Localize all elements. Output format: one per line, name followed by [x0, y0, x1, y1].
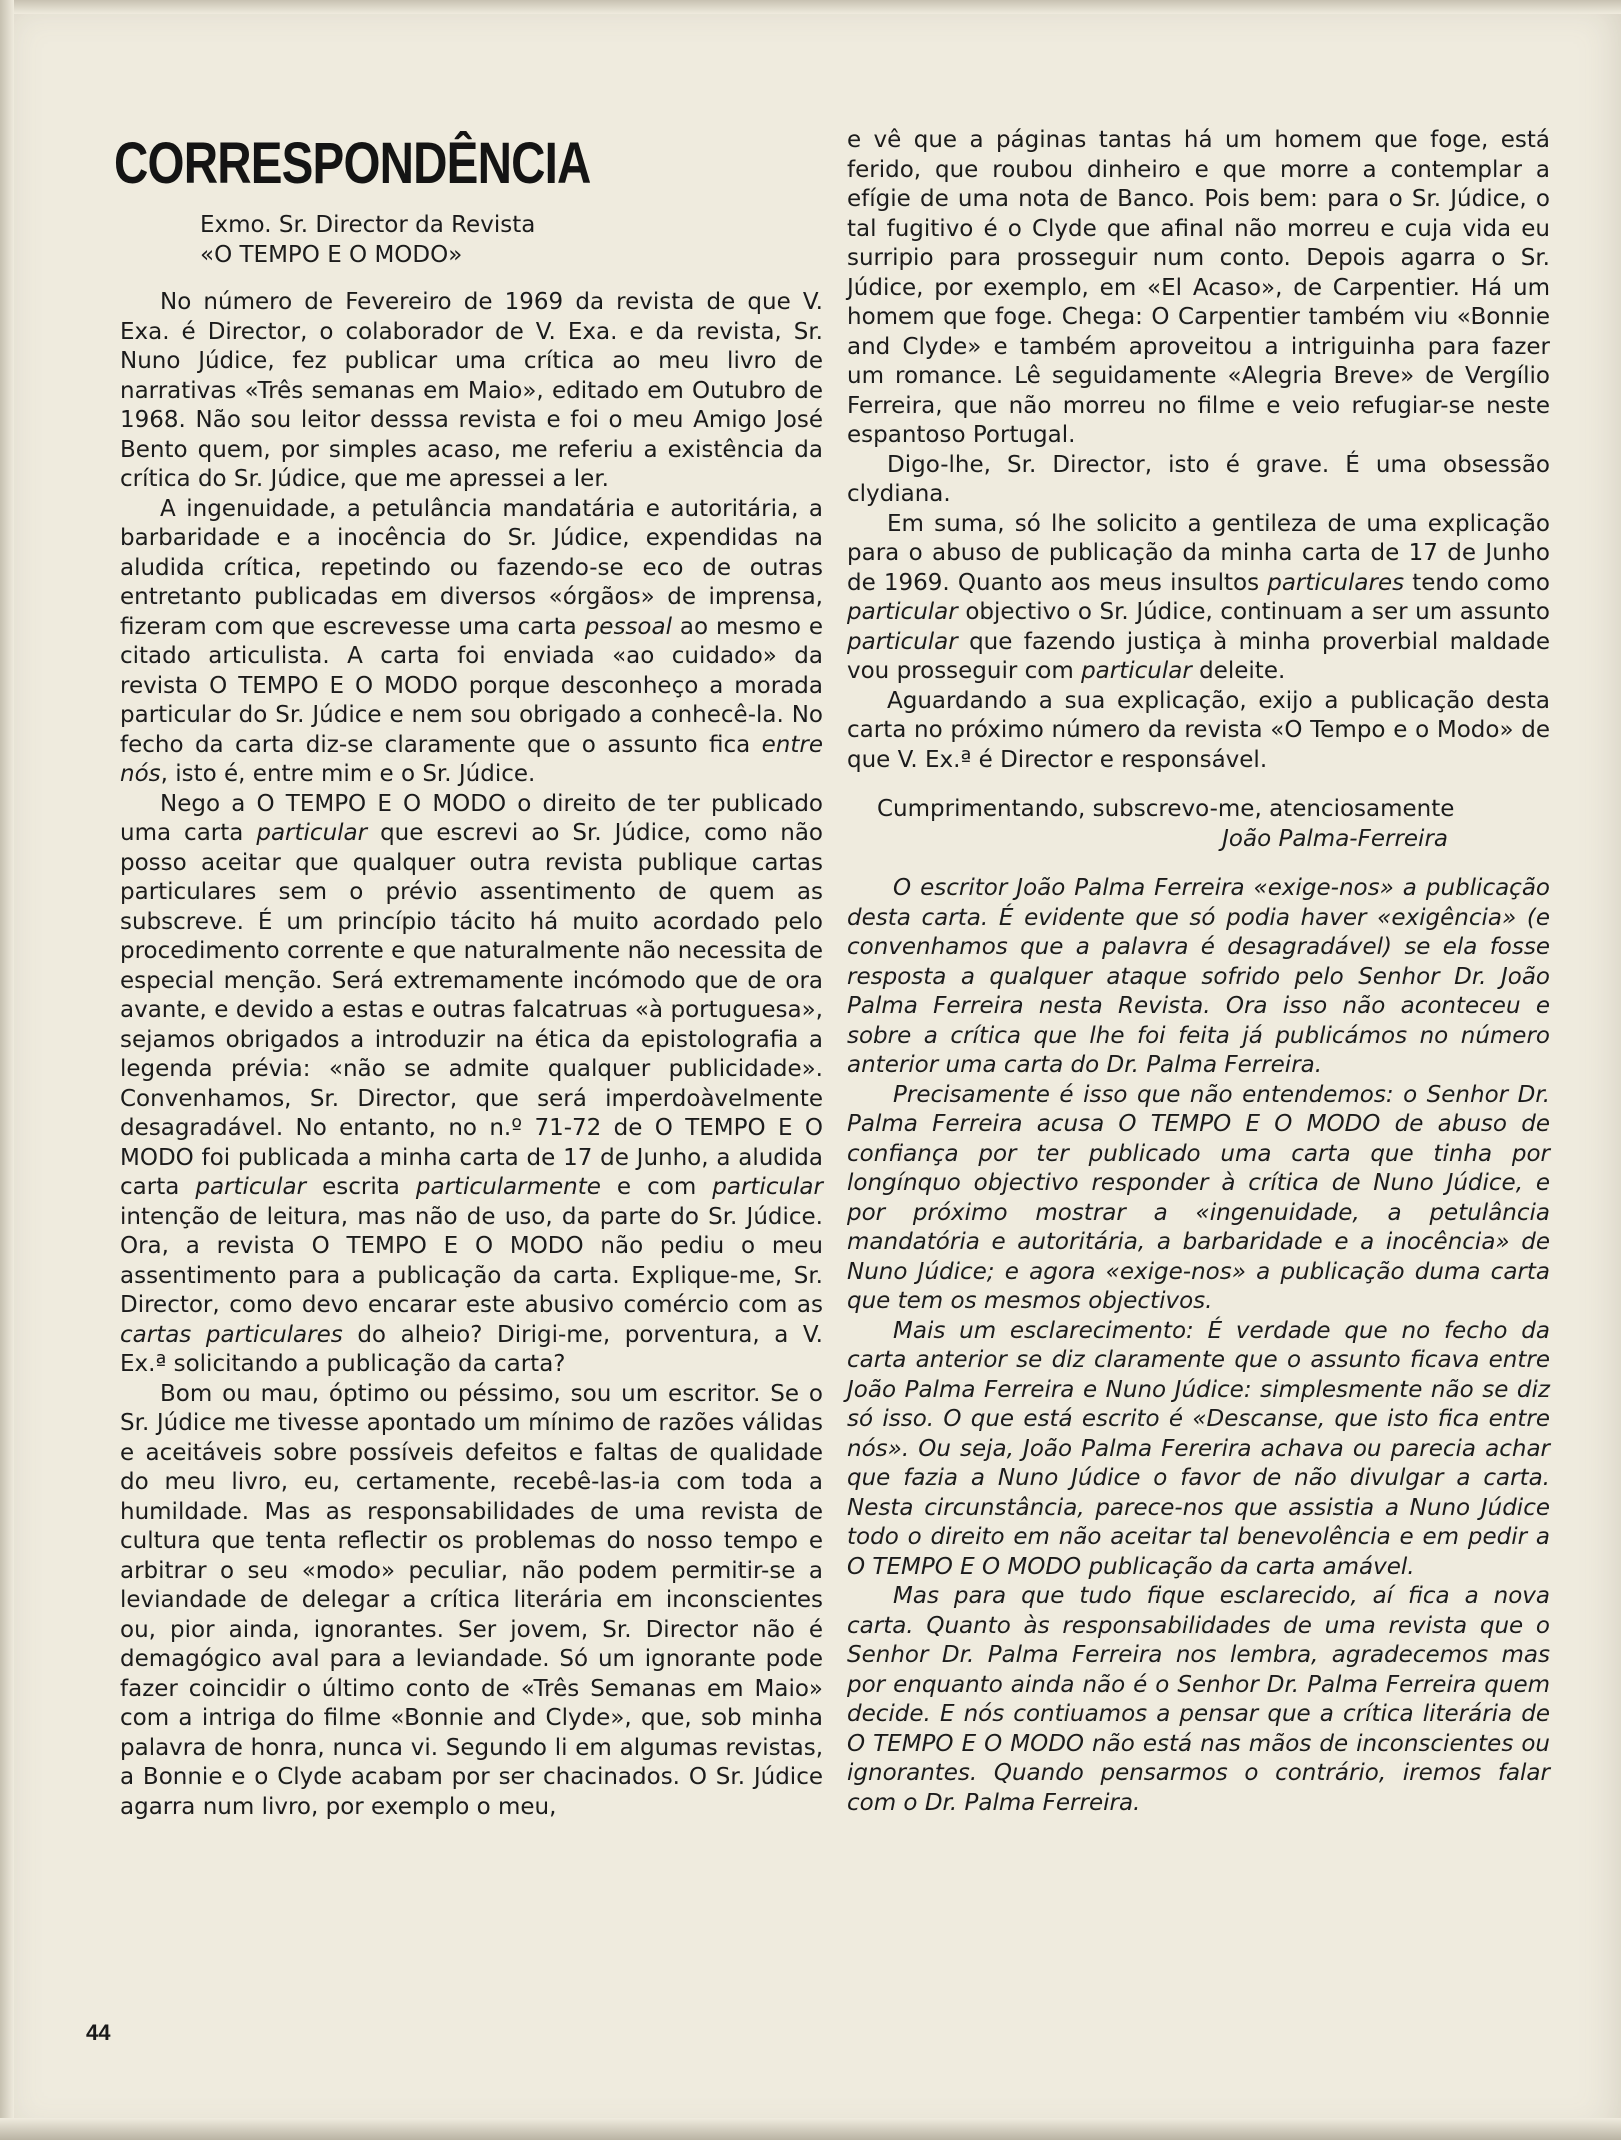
text-run: escrita [306, 1174, 416, 1200]
text-run: Nego a O TEMPO E O MODO o direito de ter publicado uma carta [120, 790, 823, 846]
emphasis-text: particular [195, 1174, 307, 1200]
text-run: do alheio? Dirigi-me, porventura, a V. Ex.ª solicitando a publicação da carta? [120, 1321, 823, 1377]
page-number: 44 [86, 2020, 111, 2045]
text-run: Em suma, só lhe solicito a gentileza de uma explicação para o abuso de publicação da minha carta de 17 de Junho de 1969. Quanto aos meus insultos [847, 510, 1550, 596]
letter-signoff: Cumprimentando, subscrevo-me, atenciosamente [877, 796, 1455, 822]
emphasis-text: particular [256, 820, 368, 846]
page-edge-left [0, 0, 14, 2140]
emphasis-text: cartas particulares [120, 1321, 343, 1348]
emphasis-text: entre nós [120, 731, 823, 787]
left-column [120, 211, 823, 1822]
page-title: CORRESPONDÊNCIA [114, 131, 591, 196]
emphasis-text: particularmente [415, 1174, 601, 1200]
text-run: que fazendo justiça à minha proverbial maldade vou prosseguir com [847, 628, 1550, 684]
letter-paragraph-2 [120, 495, 823, 790]
letter-paragraph-6 [847, 510, 1550, 687]
emphasis-text: pessoal [584, 613, 672, 640]
letter-paragraph-5: Digo-lhe, Sr. Director, isto é grave. É uma obsessão clydiana. [847, 451, 1550, 507]
letter-address-line-2: «O TEMPO E O MODO» [200, 241, 463, 268]
text-run: intenção de leitura, mas não de uso, da parte do Sr. Júdice. Ora, a revista O TEMPO E O MODO não pediu o meu assentimento para a publicação da carta. Explique-me, Sr. Director, como devo encarar este abusivo comércio com as [120, 1203, 823, 1318]
editorial-paragraph-1: O escritor João Palma Ferreira «exige-nos» a publicação desta carta. É evidente que só podia haver «exigência» (e convenhamos que a palavra é desagradável) se ela fosse resposta a qualquer ataque sofrido pelo Senhor Dr. João Palma Ferreira nesta Revista. Ora isso não aconteceu e sobre a crítica que lhe foi feita já publicámos no número anterior uma carta do Dr. Palma Ferreira. [847, 875, 1550, 1078]
letter-paragraph-1: No número de Fevereiro de 1969 da revista de que V. Exa. é Director, o colaborador de V. Exa. e da revista, Sr. Nuno Júdice, fez publicar uma crítica ao meu livro de narrativas «Três semanas em Maio», editado em Outubro de 1968. Não sou leitor desssa revista e foi o meu Amigo José Bento quem, por simples acaso, me referiu a existência da crítica do Sr. Júdice, que me apressei a ler. [120, 289, 823, 492]
editorial-note [847, 874, 1550, 1818]
text-run: , isto é, entre mim e o Sr. Júdice. [160, 761, 536, 787]
text-run: A ingenuidade, a petulância mandatária e autoritária, a barbaridade e a inocência do Sr. Júdice, expendidas na aludida crítica, repetindo ou fazendo-se eco de outras entretanto publicadas em diversos «órgãos» de imprensa, fizeram com que escrevesse uma carta [120, 495, 823, 640]
text-run: objectivo o Sr. Júdice, continuam a ser um assunto [957, 599, 1550, 625]
editorial-paragraph-4: Mas para que tudo fique esclarecido, aí fica a nova carta. Quanto às responsabilidades de uma revista que o Senhor Dr. Palma Ferreira nos lembra, agradecemos mas por enquanto ainda não é o Senhor Dr. Palma Ferreira quem decide. E nós contiuamos a pensar que a crítica literária de O TEMPO E O MODO não está nas mãos de inconscientes ou ignorantes. Quando pensarmos o contrário, iremos falar com o Dr. Palma Ferreira. [847, 1583, 1550, 1816]
letter-signature: João Palma-Ferreira [1222, 825, 1448, 852]
text-run: que escrevi ao Sr. Júdice, como não posso aceitar que qualquer outra revista publique cartas particulares sem o prévio assentimento de quem as subscreve. É um princípio tácito há muito acordado pelo procedimento corrente e que naturalmente não necessita de especial menção. Será extremamente incómodo que de ora avante, e devido a estas e outras falcatruas «à portuguesa», sejamos obrigados a introduzir na ética da epistolografia a legenda prévia: «não se admite qualquer publicidade». Convenhamos, Sr. Director, que será imperdoàvelmente desagradável. No entanto, no n.º 71-72 de O TEMPO E O MODO foi publicada a minha carta de 17 de Junho, a aludida carta [120, 820, 823, 1200]
page-edge-bottom [0, 2118, 1621, 2140]
emphasis-text: particular [847, 628, 958, 655]
editorial-paragraph-3: Mais um esclarecimento: É verdade que no fecho da carta anterior se diz claramente que o assunto ficava entre João Palma Ferreira e Nuno Júdice: simplesmente não se diz só isso. O que está escrito é «Descanse, que isto fica entre nós». Ou seja, João Palma Fererira achava ou parecia achar que fazia a Nuno Júdice o favor de não divulgar a carta. Nesta circunstância, parece-nos que assistia a Nuno Júdice todo o direito em não aceitar tal benevolência e em pedir a O TEMPO E O MODO publicação da carta amável. [847, 1317, 1550, 1580]
text-run: ao mesmo e citado articulista. A carta foi enviada «ao cuidado» da revista O TEMPO E O MODO porque desconheço a morada particular do Sr. Júdice e nem sou obrigado a conhecê-la. No fecho da carta diz-se claramente que o assunto fica [120, 613, 824, 758]
letter-paragraph-4: Bom ou mau, óptimo ou péssimo, sou um escritor. Se o Sr. Júdice me tivesse apontado um mínimo de razões válidas e aceitáveis sobre possíveis defeitos e faltas de qualidade do meu livro, eu, certamente, recebê-las-ia com toda a humildade. Mas as responsabilidades de uma revista de cultura que tenta reflectir os problemas do nosso tempo e arbitrar o seu «modo» peculiar, não podem permitir-se a leviandade de delegar a crítica literária em inconscientes ou, pior ainda, ignorantes. Ser jovem, Sr. Director não é demagógico aval para a leviandade. Só um ignorante pode fazer coincidir o último conto de «Três Semanas em Maio» com a intriga do filme «Bonnie and Clyde», que, sob minha palavra de honra, nunca vi. Segundo li em algumas revistas, a Bonnie e o Clyde acabam por ser chacinados. O Sr. Júdice agarra num livro, por exemplo o meu, [120, 1380, 823, 1820]
text-run: deleite. [1191, 658, 1286, 684]
emphasis-text: particular [1081, 658, 1192, 684]
text-run: e com [600, 1174, 713, 1200]
letter-paragraph-3 [120, 790, 823, 1380]
editorial-paragraph-2: Precisamente é isso que não entendemos: o Senhor Dr. Palma Ferreira acusa O TEMPO E O MODO de abuso de confiança por ter publicado uma carta que tinha por longínquo objectivo responder à crítica de Nuno Júdice, e por próximo mostrar a «ingenuidade, a petulância mandatória e autoritária, a barbaridade e a inocência» de Nuno Júdice; e agora «exige-nos» a publicação duma carta que tem os mesmos objectivos. [847, 1081, 1550, 1314]
emphasis-text: particular [847, 599, 958, 625]
letter-paragraph-7: Aguardando a sua explicação, exijo a publicação desta carta no próximo número da revista «O Tempo e o Modo» de que V. Ex.ª é Director e responsável. [847, 687, 1550, 773]
page-edge-top [0, 0, 1621, 14]
emphasis-text: particular [712, 1174, 823, 1200]
emphasis-text: particulares [1267, 569, 1405, 596]
right-column [847, 126, 1550, 1818]
text-run: tendo como [1404, 569, 1550, 596]
letter-paragraph-4-continued: e vê que a páginas tantas há um homem que foge, está ferido, que roubou dinheiro e que morre a contemplar a efígie de uma nota de Banco. Pois bem: para o Sr. Júdice, o tal fugitivo é o Clyde que afinal não morreu e cuja vida eu surripio para prosseguir num conto. Depois agarra o Sr. Júdice, por exemplo, em «El Acaso», de Carpentier. Há um homem que foge. Chega: O Carpentier também viu «Bonnie and Clyde» e também aproveitou a intriguinha para fazer um romance. Lê seguidamente «Alegria Breve» de Vergílio Ferreira, que não morreu no filme e veio refugiar-se neste espantoso Portugal. [847, 127, 1550, 448]
letter-address-line-1: Exmo. Sr. Director da Revista [200, 212, 536, 238]
